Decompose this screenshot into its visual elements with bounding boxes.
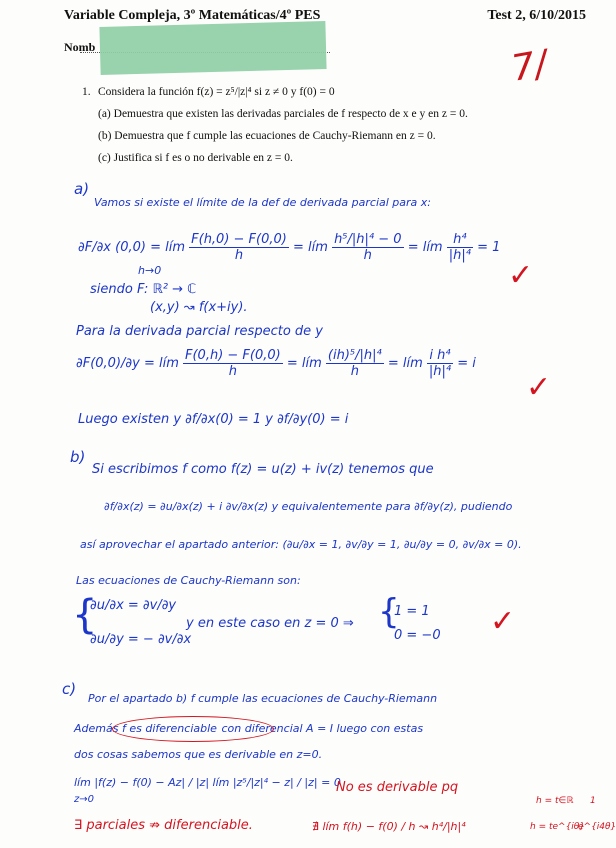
c-circled-phrase: f es diferenciable (121, 722, 217, 735)
b-line2: ∂f/∂x(z) = ∂u/∂x(z) + i ∂v/∂x(z) y equivalentemente para ∂f/∂y(z), pudiendo (104, 500, 513, 513)
red-h-complex: h = te^{iθ} (530, 822, 586, 832)
b-res1: 1 = 1 (394, 604, 430, 619)
a-dfdy-result: = i (457, 356, 476, 371)
b-line1: Si escribimos f como f(z) = u(z) + iv(z) tenemos que (92, 462, 434, 477)
checkmark-icon: ✓ (526, 370, 552, 405)
problem-item-a: (a) Demuestra que existen las derivadas parciales de f respecto de x e y en z = 0. (98, 107, 468, 120)
red-note-partials: ∃ parciales ⇏ diferenciable. (74, 818, 253, 833)
a-conclusion: Luego existen y ∂f/∂x(0) = 1 y ∂f/∂y(0) = i (78, 412, 349, 427)
redaction-overlay (99, 21, 326, 75)
name-label: Nomb (64, 40, 96, 54)
b-line3: así aprovechar el apartado anterior: (∂u/∂x = 1, ∂v/∂y = 1, ∂u/∂y = 0, ∂v/∂x = 0). (80, 538, 522, 551)
label-a: a) (74, 180, 90, 198)
a-map: (x,y) ↝ f(x+iy). (150, 300, 248, 315)
a-dfdy-eq: ∂F(0,0)/∂y = lím $\frac{F(0,h) - F(0,0)}{h}$ = lím $\frac{\text{(ih)⁵/|h|⁴}}{h}$ = lím $\frac{\text{i h⁴}}{\text{|h|⁴}}$ = i (76, 348, 476, 379)
c-line2: Además f es diferenciable con diferencial A = I luego con estas (74, 722, 424, 735)
a-dfdy-lhs: ∂F(0,0)/∂y = lím (76, 356, 179, 371)
grade-mark: 7/ (508, 43, 551, 90)
red-v2: e^{i4θ} (578, 822, 616, 832)
c-lim-sub: z→0 (74, 794, 94, 805)
brace-icon: { (72, 592, 98, 638)
problem-item-b: (b) Demuestra que f cumple las ecuaciones de Cauchy-Riemann en z = 0. (98, 129, 436, 142)
red-note-limit: ∄ lím f(h) − f(0) / h ↝ h⁴/|h|⁴ (312, 820, 466, 833)
a-intro: Vamos si existe el límite de la def de derivada parcial para x: (94, 196, 431, 209)
b-mid: y en este caso en z = 0 ⇒ (186, 616, 354, 631)
a-dfdx-frac2: $\frac{\text{h⁵/|h|⁴ − 0}}{h}$ (334, 232, 402, 263)
problem-item-c: (c) Justifica si f es o no derivable en z = 0. (98, 151, 293, 164)
course-title: Variable Compleja, 3º Matemáticas/4º PES (64, 8, 321, 23)
a-siendo: siendo F: ℝ² → ℂ (90, 282, 197, 297)
b-cr1: ∂u/∂x = ∂v/∂y (90, 598, 177, 613)
a-lim-sub: h→0 (138, 264, 162, 277)
red-note-not-derivable: No es derivable pq (336, 780, 459, 795)
red-h-real: h = t∈ℝ (536, 796, 574, 806)
a-dfdx-result: = 1 (477, 240, 501, 255)
b-cr2: ∂u/∂y = − ∂v/∂x (90, 632, 192, 647)
checkmark-icon: ✓ (508, 258, 534, 293)
problem-number: 1. (82, 86, 91, 98)
red-v1: 1 (590, 796, 596, 806)
a-dfdx-eq: ∂F/∂x (0,0) = lím $\frac{F(h,0) - F(0,0)}{h}$ = lím $\frac{\text{h⁵/|h|⁴ − 0}}{h}$ = lím $\frac{\text{h⁴}}{\text{|h|⁴}}$ = 1 (78, 232, 501, 263)
brace-icon: { (378, 592, 400, 632)
problem-text: Considera la función f(z) = z⁵/|z|⁴ si z ≠ 0 y f(0) = 0 (98, 86, 335, 98)
a-para-y: Para la derivada parcial respecto de y (76, 324, 323, 339)
label-b: b) (70, 448, 86, 466)
c-line3: dos cosas sabemos que es derivable en z=0. (74, 748, 323, 761)
checkmark-icon: ✓ (490, 604, 516, 639)
red-circle-annotation (112, 716, 274, 742)
c-line1: Por el apartado b) f cumple las ecuaciones de Cauchy-Riemann (88, 692, 438, 705)
test-date: Test 2, 6/10/2015 (487, 8, 586, 23)
problem-statement (82, 82, 468, 169)
b-line4: Las ecuaciones de Cauchy-Riemann son: (76, 574, 301, 587)
a-dfdx-frac3: $\frac{\text{h⁴}}{\text{|h|⁴}}$ (448, 232, 471, 263)
label-c: c) (62, 680, 77, 698)
b-res2: 0 = −0 (394, 628, 441, 643)
a-dfdx-frac1: $\frac{F(h,0) - F(0,0)}{h}$ (191, 232, 287, 263)
c-lim: lím |f(z) − f(0) − Az| / |z| lím |z⁵/|z|⁴ − z| / |z| = 0 (74, 776, 341, 789)
a-dfdx-lhs: ∂F/∂x (0,0) = lím (78, 240, 185, 255)
